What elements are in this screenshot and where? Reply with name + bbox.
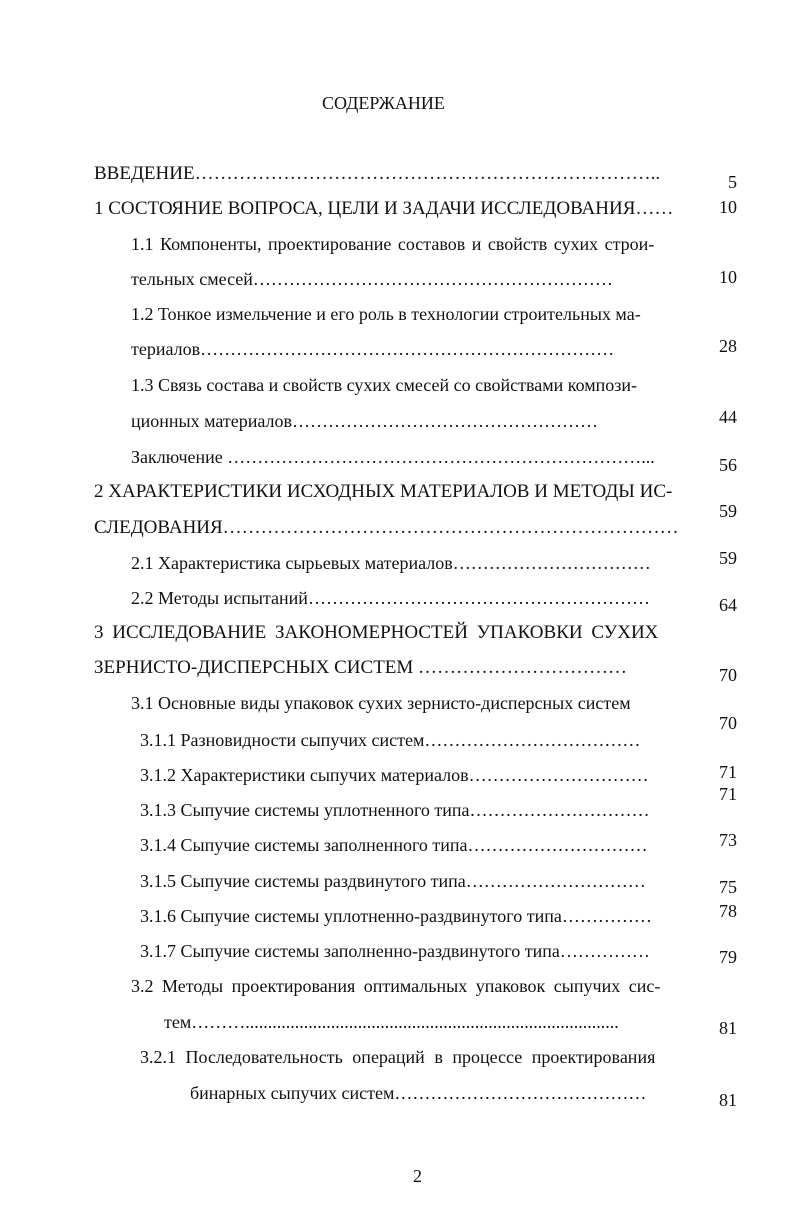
toc-text-line2: бинарных сыпучих систем…………………………………… <box>190 1083 647 1103</box>
toc-text: Заключение ……………………………………………………………... <box>131 447 655 467</box>
toc-text: 3.1.4 Сыпучие системы заполненного типа………………………… <box>140 835 648 855</box>
toc-page: 75 <box>719 877 737 897</box>
toc-text-line1: 2 ХАРАКТЕРИСТИКИ ИСХОДНЫХ МАТЕРИАЛОВ И МЕТОДЫ ИС- <box>94 481 673 502</box>
toc-page: 28 <box>719 336 737 356</box>
toc-text-line1: 3 ИССЛЕДОВАНИЕ ЗАКОНОМЕРНОСТЕЙ УПАКОВКИ СУХИХ <box>94 622 659 643</box>
toc-text: 2.1 Характеристика сырьевых материалов…………………………… <box>131 553 651 573</box>
toc-text: 3.1.1 Разновидности сыпучих систем……………………………… <box>140 730 641 750</box>
toc-text-line2: тельных смесей…………………………………………………… <box>131 269 613 289</box>
toc-text-line1: 3.2.1 Последовательность операций в процессе проектирования <box>140 1047 656 1067</box>
toc-page: 44 <box>719 407 737 427</box>
toc-page: 56 <box>719 455 737 475</box>
toc-page: 59 <box>719 501 737 521</box>
toc-text: 2.2 Методы испытаний………………………………………………… <box>131 588 650 608</box>
toc-text-line1: 1.3 Связь состава и свойств сухих смесей со свойствами компози- <box>131 375 638 395</box>
toc-text-line1: 1.1 Компоненты, проектирование составов и свойств сухих строи- <box>131 234 655 254</box>
toc-page: 81 <box>719 1090 737 1110</box>
toc-text: 3.1.7 Сыпучие системы заполненно-раздвинутого типа…………… <box>140 941 650 961</box>
toc-text-line2: СЛЕДОВАНИЯ……………………………………………………………… <box>94 517 679 538</box>
toc-text: 3.1.6 Сыпучие системы уплотненно-раздвинутого типа…………… <box>140 906 652 926</box>
toc-page: 10 <box>719 197 737 217</box>
toc-text: ВВЕДЕНИЕ……………………………………………………………….. <box>94 163 661 184</box>
toc-page: 59 <box>719 548 737 568</box>
toc-page: 70 <box>719 665 737 685</box>
toc-page: 70 <box>719 713 737 733</box>
toc-text: 3.1.5 Сыпучие системы раздвинутого типа………………………… <box>140 871 646 891</box>
toc-text: 3.1.2 Характеристики сыпучих материалов………………………… <box>140 765 649 785</box>
toc-text: 1 СОСТОЯНИЕ ВОПРОСА, ЦЕЛИ И ЗАДАЧИ ИССЛЕДОВАНИЯ…… <box>94 198 674 219</box>
toc-page: 10 <box>719 267 737 287</box>
toc-page: 78 <box>719 901 737 921</box>
toc-page: 64 <box>719 595 737 615</box>
toc-text-line2: териалов…………………………………………………………… <box>131 339 615 359</box>
toc-page: 81 <box>719 1018 737 1038</box>
toc-text-line1: 3.2 Методы проектирования оптимальных упаковок сыпучих сис- <box>131 976 661 996</box>
toc-page: 5 <box>728 172 737 192</box>
toc-text-line2: тем………................................................................................... <box>164 1012 619 1032</box>
toc-page: 79 <box>719 947 737 967</box>
toc-text-line2: ЗЕРНИСТО-ДИСПЕРСНЫХ СИСТЕМ …………………………… <box>94 657 628 678</box>
toc-text-line2: ционных материалов…………………………………………… <box>131 411 599 431</box>
toc-text: 3.1.3 Сыпучие системы уплотненного типа………………………… <box>140 800 650 820</box>
toc-page: 71 <box>719 762 737 782</box>
toc-page: 71 <box>719 784 737 804</box>
toc-page: 73 <box>719 830 737 850</box>
page-number: 2 <box>413 1166 422 1186</box>
toc-text-line1: 1.2 Тонкое измельчение и его роль в технологии строительных ма- <box>131 304 641 324</box>
toc-text: 3.1 Основные виды упаковок сухих зернисто-дисперсных систем <box>131 693 631 713</box>
page-title: СОДЕРЖАНИЕ <box>322 93 445 113</box>
